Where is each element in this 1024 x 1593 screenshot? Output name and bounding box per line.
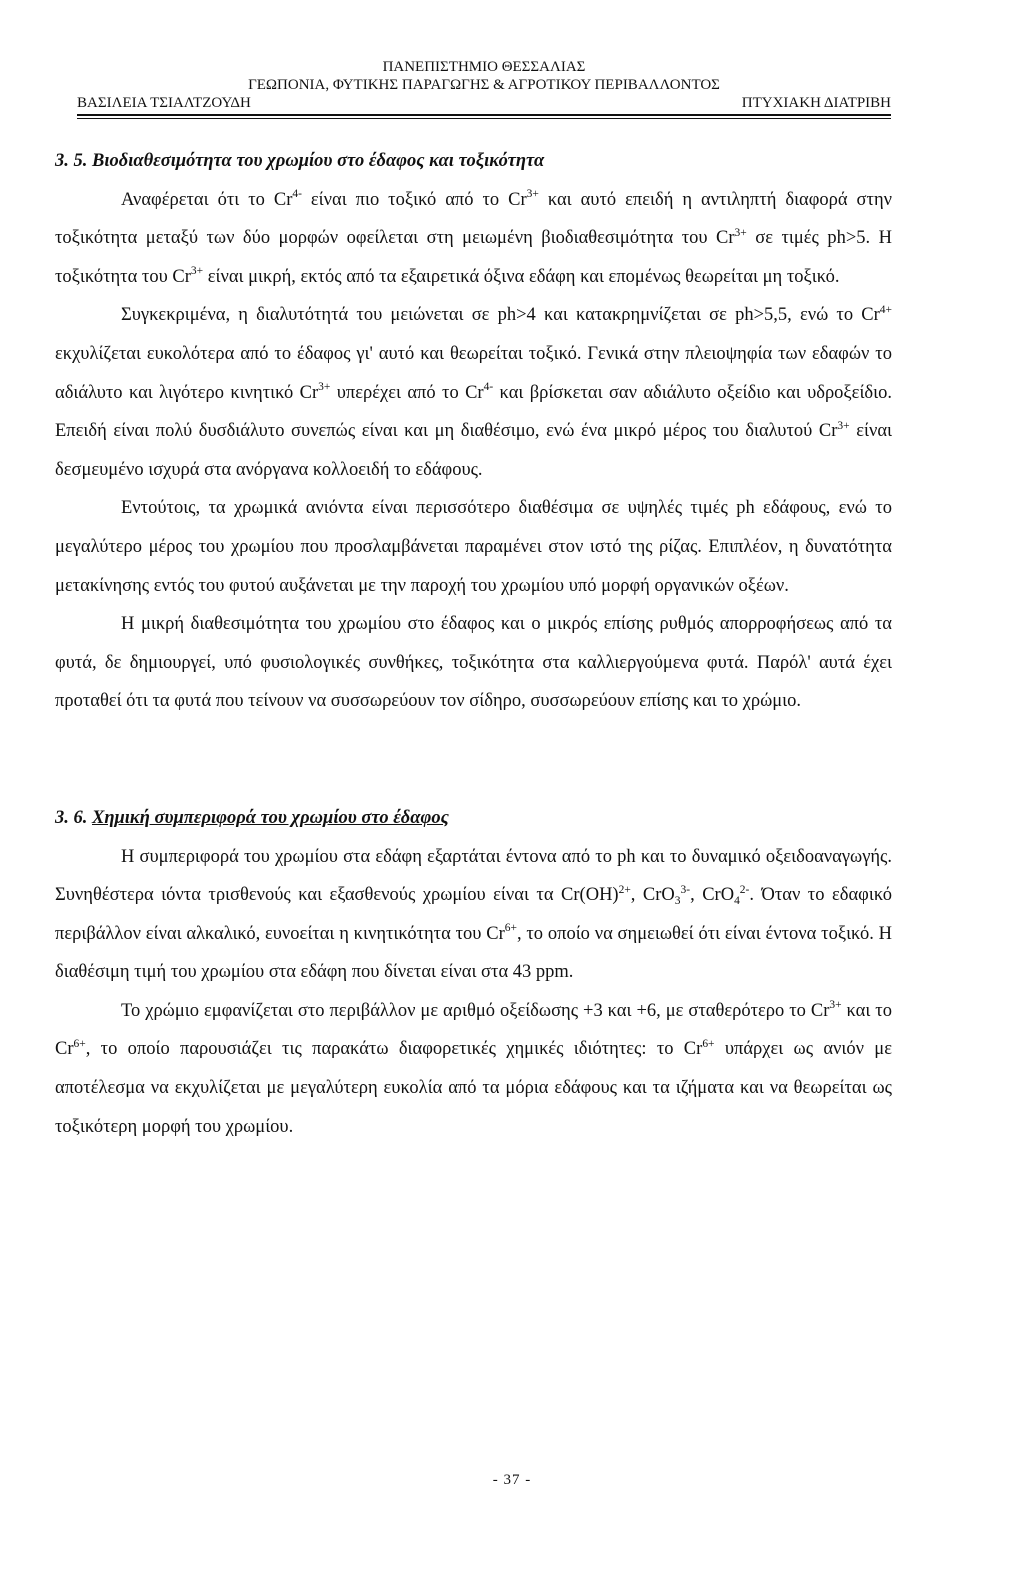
- header-university: ΠΑΝΕΠΙΣΤΗΜΙΟ ΘΕΣΣΑΛΙΑΣ: [382, 59, 586, 75]
- paragraph: Η μικρή διαθεσιμότητα του χρωμίου στο έδαφος και ο μικρός επίσης ρυθμός απορροφήσεως από τα φυτά, δε δημιουργεί, υπό φυσιολογικές συνθήκες, τοξικότητα στα καλλιεργούμενα φυτά. Παρόλ' αυτά έχει προταθεί ότι τα φυτά που τείνουν να συσσωρεύουν τον σίδηρο, συσσωρεύουν επίσης και το χρώμιο.: [55, 614, 892, 712]
- header-author-row: [77, 94, 891, 112]
- paragraph: Το χρώμιο εμφανίζεται στο περιβάλλον με αριθμό οξείδωσης +3 και +6, με σταθερότερο το $Cr^{3+}$ και το $Cr^{6+}$, το οποίο παρουσιάζει τις παρακάτω διαφορετικές χημικές ιδιότητες: το $Cr^{6+}$ υπάρχει ως ανιόν με αποτέλεσμα να εκχυλίζεται με μεγαλύτερη ευκολία από τα μόρια εδάφους και τα ιζήματα και να θεωρείται ως τοξικότερη μορφή του χρωμίου.: [55, 999, 892, 1137]
- section-gap: [55, 721, 892, 799]
- section-heading-3-6: [55, 799, 892, 838]
- header-rule-thin: [77, 118, 891, 119]
- page-number: - 37 -: [492, 1472, 532, 1488]
- section-title: Βιοδιαθεσιμότητα του χρωμίου στο έδαφος και τοξικότητα: [92, 151, 545, 171]
- paragraph: Εντούτοις, τα χρωμικά ανιόντα είναι περισσότερο διαθέσιμα σε υψηλές τιμές ph εδάφους, ενώ το μεγαλύτερο μέρος του χρωμίου που προσλαμβάνεται παραμένει στον ιστό της ρίζας. Επιπλέον, η δυνατότητα μετακίνησης εντός του φυτού αυξάνεται με την παροχή του χρωμίου υπό μορφή οργανικών οξέων.: [55, 498, 892, 596]
- paragraph: Η συμπεριφορά του χρωμίου στα εδάφη εξαρτάται έντονα από το ph και το δυναμικό οξειδοαναγωγής. Συνηθέστερα ιόντα τρισθενούς και εξασθενούς χρωμίου είναι τα Cr(OH)$^{2+}$, CrO$_3^{3-}$, CrO$_4^{2-}$. Όταν το εδαφικό περιβάλλον είναι αλκαλικό, ευνοείται η κινητικότητα του $Cr^{6+}$, το οποίο να σημειωθεί ότι είναι έντονα τοξικό. Η διαθέσιμη τιμή του χρωμίου στα εδάφη που δίνεται είναι στα 43 ppm.: [55, 846, 892, 983]
- header-author: ΒΑΣΙΛΕΙΑ ΤΣΙΑΛΤΖΟΥΔΗ: [77, 95, 251, 111]
- paragraph: Συγκεκριμένα, η διαλυτότητά του μειώνεται σε ph>4 και κατακρημνίζεται σε ph>5,5, ενώ το $Cr^{4+}$ εκχυλίζεται ευκολότερα από το έδαφος γι' αυτό και θεωρείται τοξικό. Γενικά στην πλειοψηφία των εδαφών το αδιάλυτο και λιγότερο κινητικό $Cr^{3+}$ υπερέχει από το $Cr^{4-}$ και βρίσκεται σαν αδιάλυτο οξείδιο και υδροξείδιο. Επειδή είναι πολύ δυσδιάλυτο συνεπώς είναι και μη διαθέσιμο, ενώ ένα μικρό μέρος του διαλυτού $Cr^{3+}$ είναι δεσμευμένο ισχυρά στα ανόργανα κολλοειδή το εδάφους.: [55, 303, 893, 480]
- section-title: Χημική συμπεριφορά του χρωμίου στο έδαφος: [92, 807, 449, 828]
- section-number: 3. 6.: [55, 807, 88, 828]
- header-rule-thick: [77, 114, 891, 116]
- paragraph: Αναφέρεται ότι το $Cr^{4-}$ είναι πιο τοξικό από το $Cr^{3+}$ και αυτό επειδή η αντιληπτή διαφορά στην τοξικότητα μεταξύ των δύο μορφών οφείλεται στη μειωμένη βιοδιαθεσιμότητα του $Cr^{3+}$ σε τιμές ph>5. Η τοξικότητα του $Cr^{3+}$ είναι μικρή, εκτός από τα εξαιρετικά όξινα εδάφη και επομένως θεωρείται μη τοξικό.: [55, 188, 893, 287]
- header-department: ΓΕΩΠΟΝΙΑ, ΦΥΤΙΚΗΣ ΠΑΡΑΓΩΓΗΣ & ΑΓΡΟΤΙΚΟΥ ΠΕΡΙΒΑΛΛΟΝΤΟΣ: [248, 77, 720, 93]
- section-heading-3-5: [55, 142, 892, 181]
- page-content: [55, 142, 892, 1146]
- header-doc-type: ΠΤΥΧΙΑΚΗ ΔΙΑΤΡΙΒΗ: [741, 95, 891, 111]
- section-number: 3. 5.: [55, 151, 88, 171]
